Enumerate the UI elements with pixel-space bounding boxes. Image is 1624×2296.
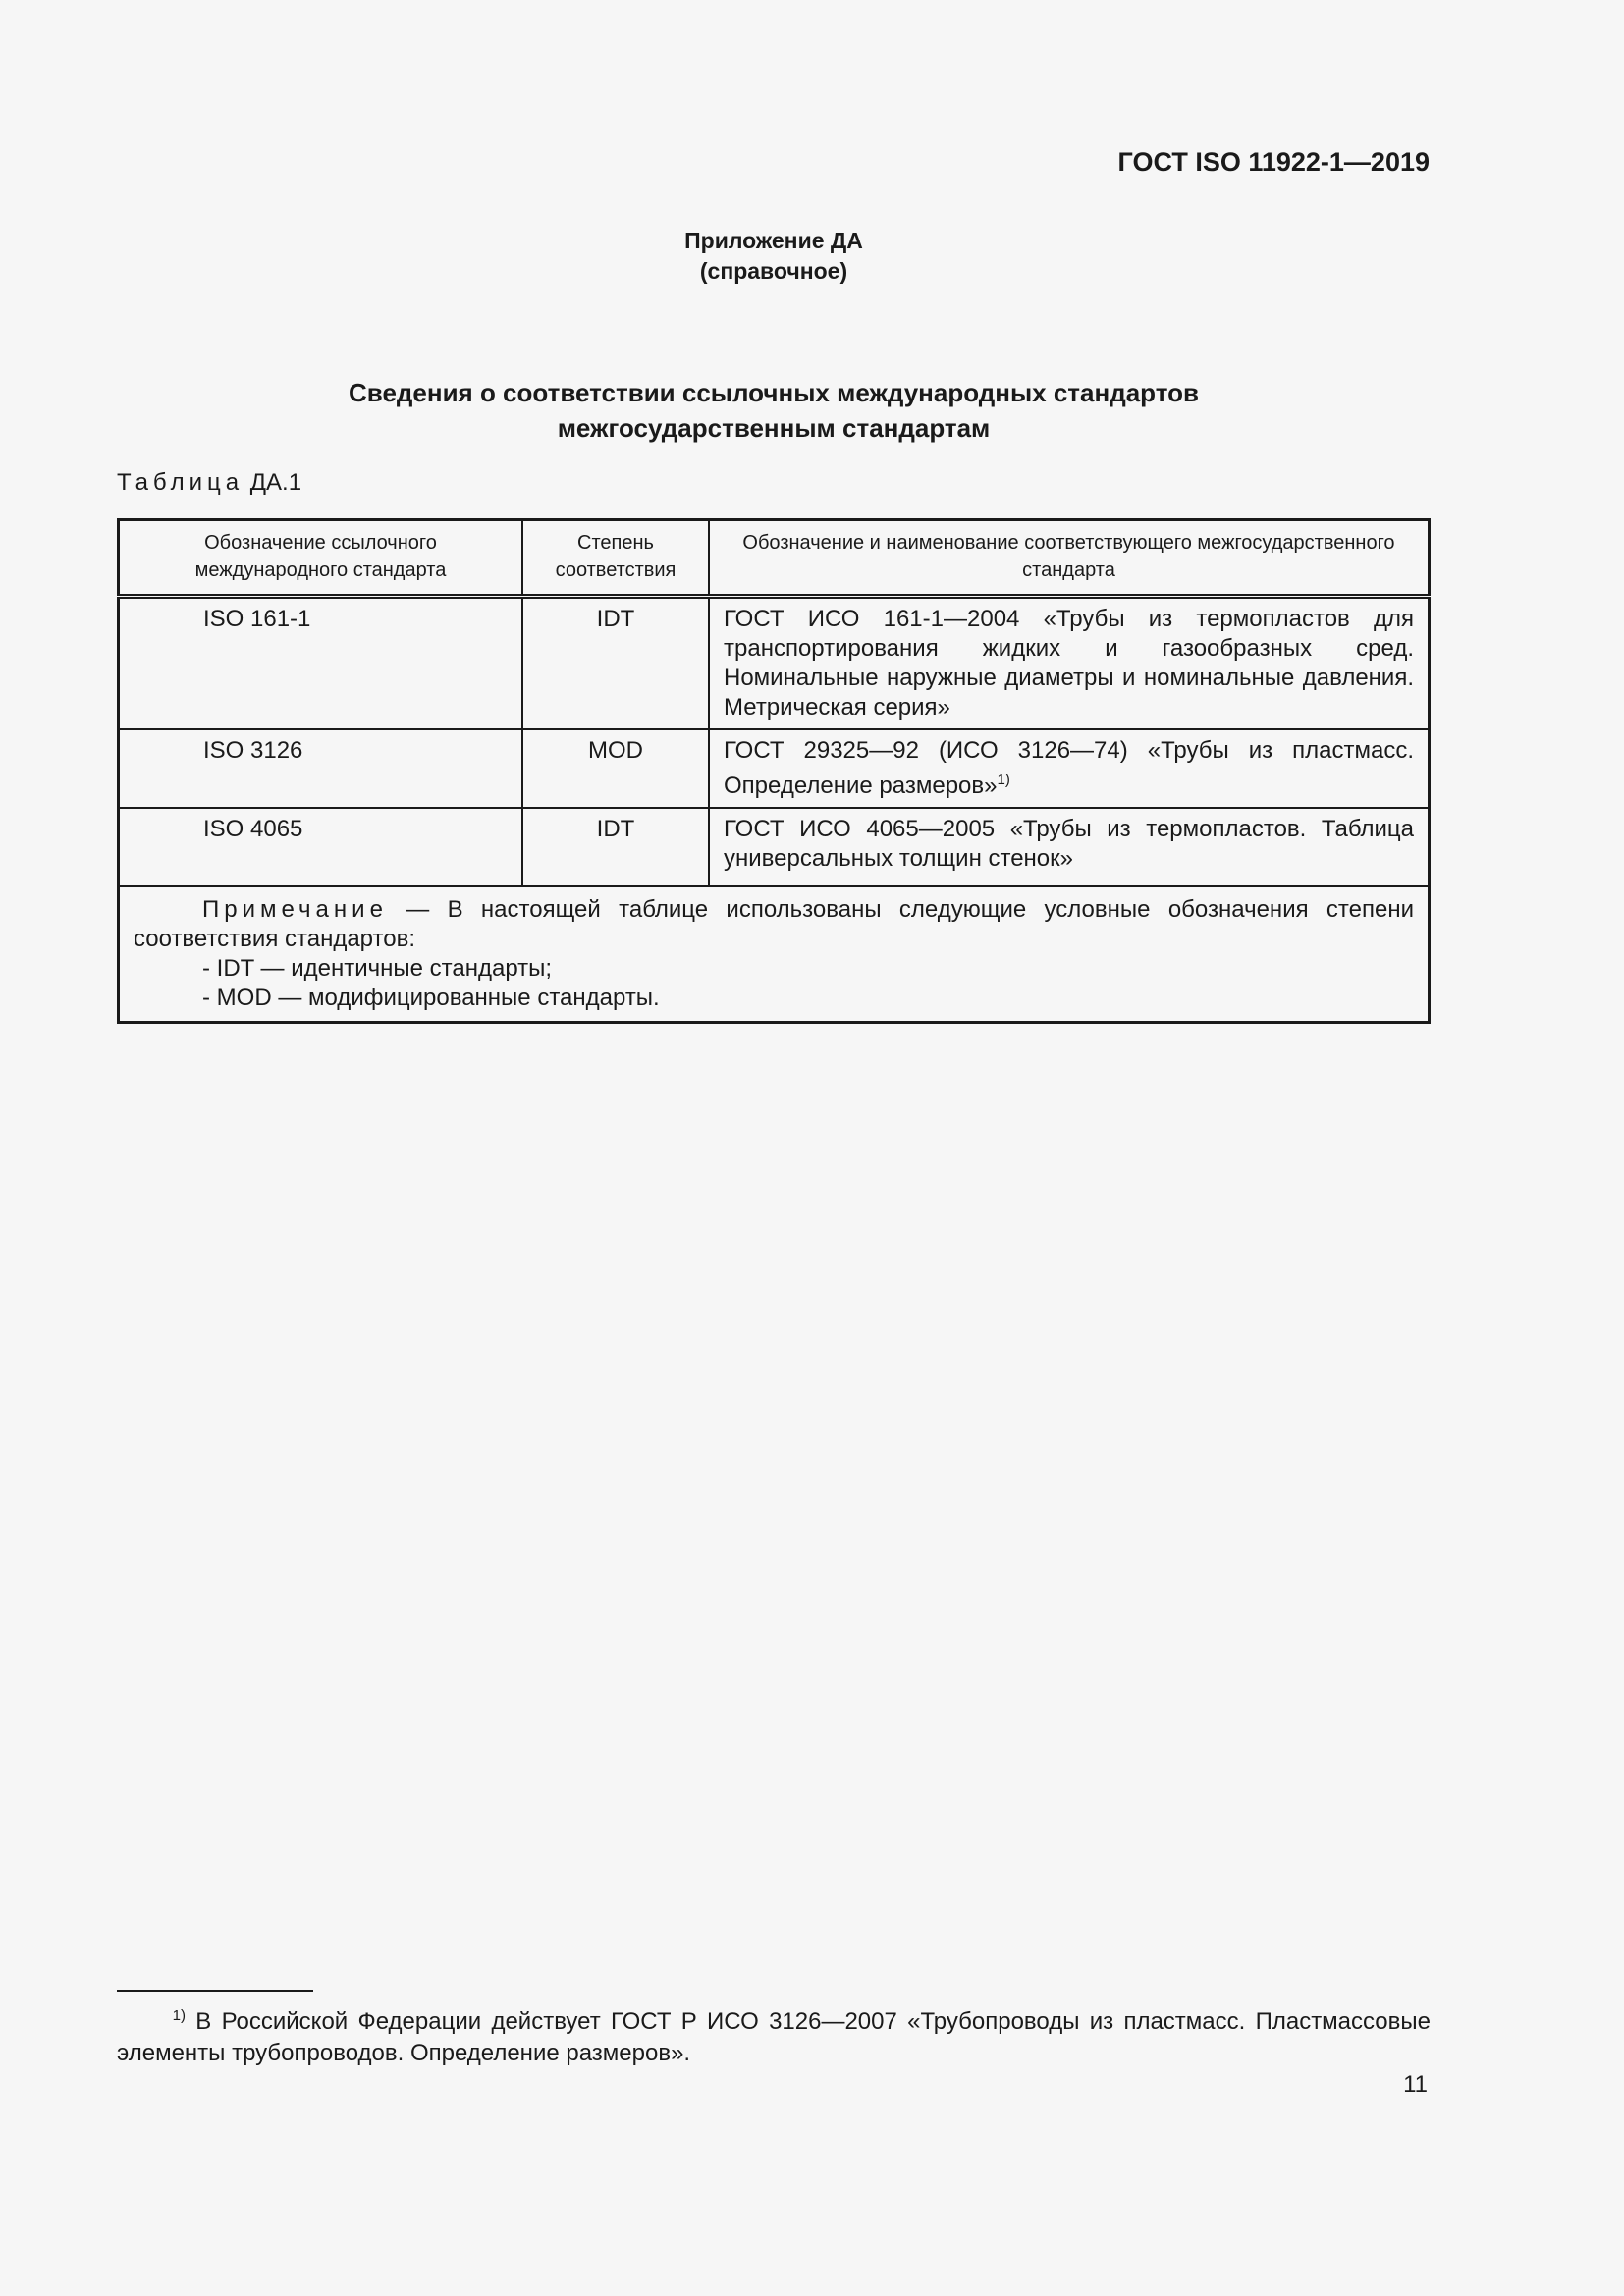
cell-degree: IDT: [522, 597, 709, 730]
cell-standard: [709, 729, 1430, 808]
cell-ref: ISO 3126: [119, 729, 523, 808]
cell-degree: IDT: [522, 808, 709, 886]
section-title-line-2: межгосударственным стандартам: [557, 413, 991, 443]
note-item-mod: - MOD — модифицированные стандарты.: [202, 985, 660, 1011]
table-row: [119, 597, 1430, 730]
note-body: — В настоящей таблице использованы следующие условные обозначения степени соответствия стандартов:: [134, 896, 1414, 952]
appendix-subtitle: (справочное): [699, 258, 848, 284]
header-interstate-standard: Обозначение и наименование соответствующего межгосударственного стандарта: [709, 520, 1430, 597]
document-code: ГОСТ ISO 11922-1—2019: [1117, 147, 1430, 177]
table-label-word: Таблица: [117, 469, 244, 496]
table-note: [119, 886, 1430, 1023]
standard-text: ГОСТ 29325—92 (ИСО 3126—74) «Трубы из пластмасс. Определение размеров»: [724, 737, 1414, 799]
cell-standard: ГОСТ ИСО 161-1—2004 «Трубы из термопластов для транспортирования жидких и газообразных сред. Номинальные наружные диаметры и номинальные давления. Метрическая серия»: [709, 597, 1430, 730]
appendix-title: [117, 226, 1431, 287]
table-row: [119, 808, 1430, 886]
footnote-text: В Российской Федерации действует ГОСТ Р ИСО 3126—2007 «Трубопроводы из пластмасс. Пластмассовые элементы трубопроводов. Определение размеров».: [117, 2008, 1431, 2066]
table-label-number: ДА.1: [249, 469, 302, 496]
cell-standard: ГОСТ ИСО 4065—2005 «Трубы из термопластов. Таблица универсальных толщин стенок»: [709, 808, 1430, 886]
table-note-row: [119, 886, 1430, 1023]
cell-degree: MOD: [522, 729, 709, 808]
footnote-reference[interactable]: 1): [997, 772, 1010, 788]
section-title-line-1: Сведения о соответствии ссылочных международных стандартов: [349, 378, 1199, 407]
table-label: [117, 469, 301, 497]
note-text: [134, 895, 1414, 954]
note-item-idt: - IDT — идентичные стандарты;: [202, 955, 553, 982]
footnote-mark: 1): [172, 2007, 186, 2024]
footnote: [117, 2001, 1431, 2069]
footnote-divider: [117, 1990, 313, 1992]
table-header-row: [119, 520, 1430, 597]
standards-table: [117, 518, 1431, 1024]
header-degree: Степень соответствия: [522, 520, 709, 597]
table-row: [119, 729, 1430, 808]
section-title: [117, 375, 1431, 446]
header-ref-standard: Обозначение ссылочного международного стандарта: [119, 520, 523, 597]
cell-ref: ISO 161-1: [119, 597, 523, 730]
note-label: Примечание: [202, 896, 388, 923]
cell-ref: ISO 4065: [119, 808, 523, 886]
page-number: 11: [1403, 2071, 1428, 2098]
appendix-heading: Приложение ДА: [684, 228, 863, 253]
